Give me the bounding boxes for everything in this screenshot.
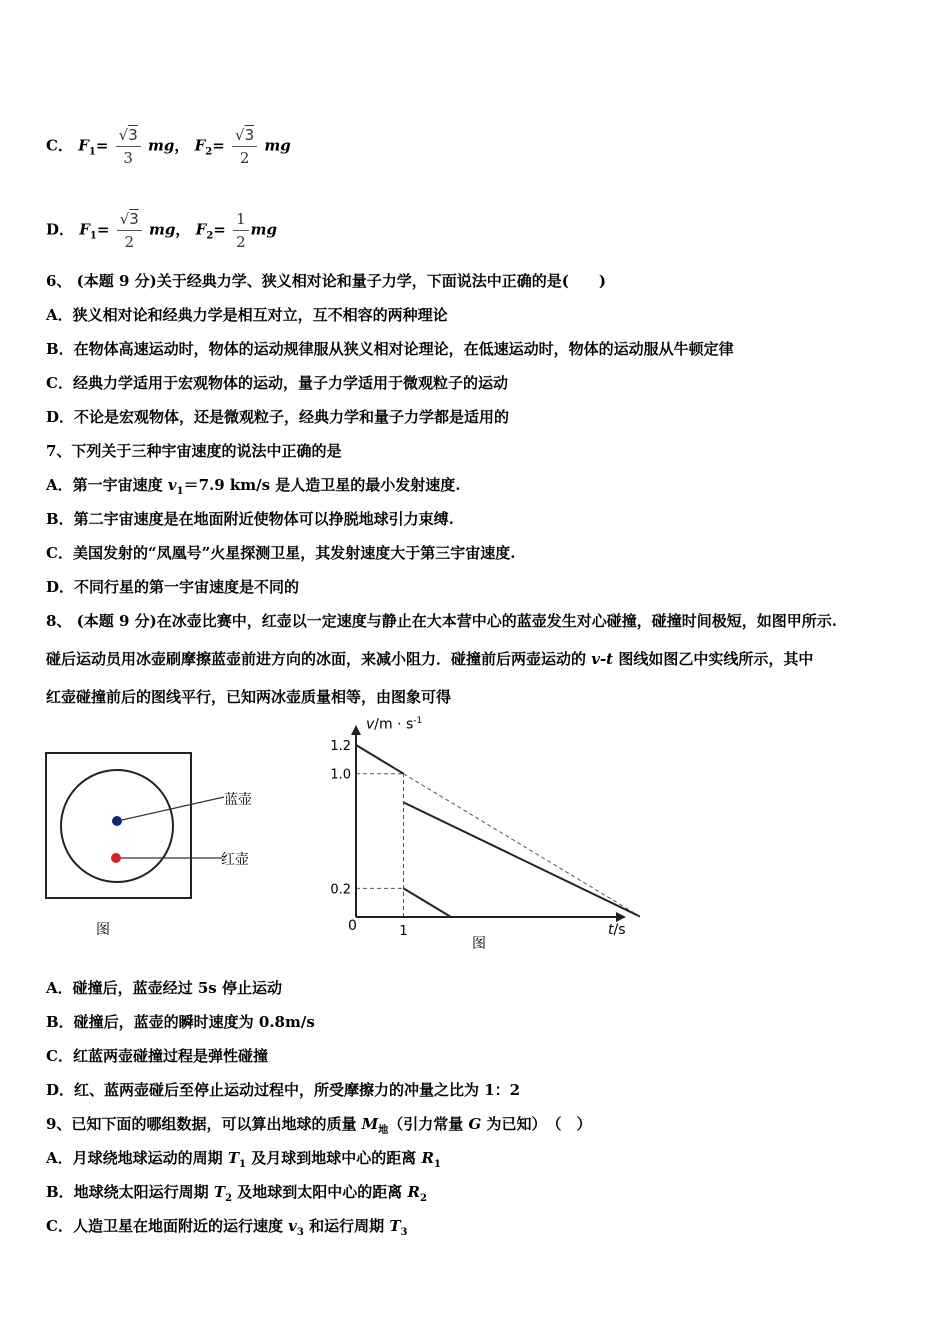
option-label: D． (46, 220, 75, 239)
sep: ， (175, 220, 191, 239)
fraction: $\frac{√3}{3}$ (116, 124, 141, 169)
text: A．第一宇宙速度 (46, 476, 168, 494)
text: 9、已知下面的哪组数据，可以算出地球的质量 (46, 1115, 362, 1133)
var: t (608, 922, 614, 938)
q9-stem (46, 1113, 592, 1136)
var: v (167, 476, 177, 494)
q6-option-b[interactable]: B．在物体高速运动时，物体的运动规律服从狭义相对论理论，在低速运动时，物体的运动服从牛顿定律 (46, 340, 734, 358)
series-red-extended (404, 774, 641, 917)
blue-stone (112, 816, 122, 826)
sub: 2 (419, 1193, 427, 1204)
x-tick-label: 1 (399, 924, 408, 939)
unit: /m · s (374, 716, 414, 733)
fraction: $\frac{√3}{2}$ (117, 208, 142, 253)
var-f1: F (79, 220, 90, 239)
var: v-t (591, 650, 614, 668)
radicand: 3 (244, 126, 255, 144)
option-c-previous (46, 124, 291, 169)
sub: 2 (225, 1193, 233, 1204)
numerator: 1 (233, 208, 249, 231)
q6-stem: 6、 (本题 9 分)关于经典力学、狭义相对论和量子力学，下面说法中正确的是( ) (46, 272, 606, 290)
var: G (468, 1115, 482, 1133)
q8-option-c[interactable]: C．红蓝两壶碰撞过程是弹性碰撞 (46, 1047, 268, 1065)
blue-stone-label: 蓝壶 (224, 792, 252, 808)
q9-option-a[interactable] (46, 1147, 441, 1170)
q6-option-c[interactable]: C．经典力学适用于宏观物体的运动，量子力学适用于微观粒子的运动 (46, 374, 508, 392)
text: 为已知） （ ） (481, 1115, 592, 1133)
q7-option-a[interactable] (46, 474, 461, 497)
q9-option-c[interactable] (46, 1215, 407, 1238)
sub: 1 (433, 1159, 441, 1170)
y-tick-label: 1.2 (330, 739, 351, 755)
text: A．月球绕地球运动的周期 (46, 1149, 228, 1167)
x-axis-arrow (616, 912, 626, 922)
text: 和运行周期 (303, 1217, 390, 1235)
q7-option-d[interactable]: D．不同行星的第一宇宙速度是不同的 (46, 578, 300, 596)
series-blue-after (404, 802, 641, 917)
eq: = (213, 220, 226, 239)
var: T (389, 1217, 401, 1235)
sub: 2 (205, 146, 213, 158)
radicand: 3 (128, 126, 138, 144)
var: T (227, 1149, 240, 1167)
denominator: 2 (124, 233, 135, 251)
q6-option-a[interactable]: A．狭义相对论和经典力学是相互对立，互不相容的两种理论 (46, 306, 448, 324)
vt-chart (320, 712, 640, 952)
mg: mg (264, 136, 291, 155)
y-tick-label: 1.0 (330, 767, 351, 783)
text: 及月球到地球中心的距离 (246, 1149, 422, 1167)
text: C．人造卫星在地面附近的运行速度 (46, 1217, 289, 1235)
sub: 3 (400, 1227, 408, 1238)
var-f2: F (194, 136, 206, 155)
mg: mg (147, 136, 175, 155)
mg: mg (149, 220, 176, 239)
option-d-previous (46, 208, 277, 253)
exp: -1 (413, 716, 423, 726)
red-stone (111, 853, 121, 863)
var: R (421, 1149, 434, 1167)
text: ＝7.9 km/s 是人造卫星的最小发射速度. (183, 476, 461, 494)
sub: 1 (176, 486, 184, 497)
q8-stem-1: 8、 (本题 9 分)在冰壶比赛中，红壶以一定速度与静止在大本营中心的蓝壶发生对心碰撞，碰撞时间极短，如图甲所示. (46, 612, 837, 630)
radicand: 3 (129, 210, 139, 228)
figure-curling-house (40, 745, 280, 945)
fraction (233, 208, 249, 253)
x-axis-label (608, 922, 626, 938)
eq: = (96, 220, 110, 239)
var: T (213, 1183, 226, 1201)
q9-option-b[interactable] (46, 1181, 427, 1204)
sub: 1 (88, 146, 96, 158)
q8-stem-2 (46, 648, 813, 669)
var: v (366, 716, 375, 733)
fig2-caption: 图 (472, 936, 486, 952)
y-axis-label (366, 716, 422, 733)
var-f2: F (195, 220, 207, 239)
denominator: 2 (239, 149, 250, 167)
sub: 2 (206, 230, 214, 242)
var-f1: F (78, 136, 89, 155)
text: 及地球到太阳中心的距离 (232, 1183, 408, 1201)
series-red-before (356, 745, 404, 774)
sub: 1 (239, 1159, 247, 1170)
y-tick-label: 0.2 (330, 882, 351, 898)
q8-stem-3: 红壶碰撞前后的图线平行，已知两冰壶质量相等，由图象可得 (46, 688, 452, 706)
var: v (288, 1217, 297, 1235)
q8-option-b[interactable]: B．碰撞后，蓝壶的瞬时速度为 0.8m/s (46, 1013, 315, 1031)
option-label: C． (46, 136, 73, 155)
fraction: $\frac{√3}{2}$ (232, 124, 257, 169)
red-stone-label: 红壶 (221, 852, 249, 868)
eq: = (95, 136, 109, 155)
denominator: 2 (236, 233, 246, 251)
mg: mg (250, 220, 278, 239)
series-red-after (404, 888, 452, 917)
sep: ， (174, 136, 190, 155)
sub: 3 (296, 1227, 304, 1238)
fig1-caption: 图 (96, 922, 110, 938)
q6-option-d[interactable]: D．不论是宏观物体，还是微观粒子，经典力学和量子力学都是适用的 (46, 408, 510, 426)
q7-option-c[interactable]: C．美国发射的“凤凰号”火星探测卫星，其发射速度大于第三宇宙速度. (46, 544, 516, 562)
q8-option-d[interactable]: D．红、蓝两壶碰后至停止运动过程中，所受摩擦力的冲量之比为 1：2 (46, 1081, 521, 1099)
text: B．地球绕太阳运行周期 (46, 1183, 214, 1201)
origin-label: 0 (348, 918, 357, 934)
var: R (407, 1183, 420, 1201)
var: M (361, 1115, 379, 1133)
sub: 地 (378, 1125, 389, 1136)
q8-option-a[interactable]: A．碰撞后，蓝壶经过 5s 停止运动 (46, 979, 282, 997)
unit: /s (613, 922, 626, 938)
text: （引力常量 (388, 1115, 469, 1133)
q7-option-b[interactable]: B．第二宇宙速度是在地面附近使物体可以挣脱地球引力束缚. (46, 510, 454, 528)
y-axis-arrow (351, 725, 361, 735)
text: 图线如图乙中实线所示，其中 (613, 650, 814, 668)
q7-stem: 7、下列关于三种宇宙速度的说法中正确的是 (46, 442, 342, 460)
eq: = (212, 136, 225, 155)
sub: 1 (89, 230, 97, 242)
text: 碰后运动员用冰壶刷摩擦蓝壶前进方向的冰面，来减小阻力．碰撞前后两壶运动的 (46, 650, 592, 668)
denominator: 3 (123, 149, 133, 167)
